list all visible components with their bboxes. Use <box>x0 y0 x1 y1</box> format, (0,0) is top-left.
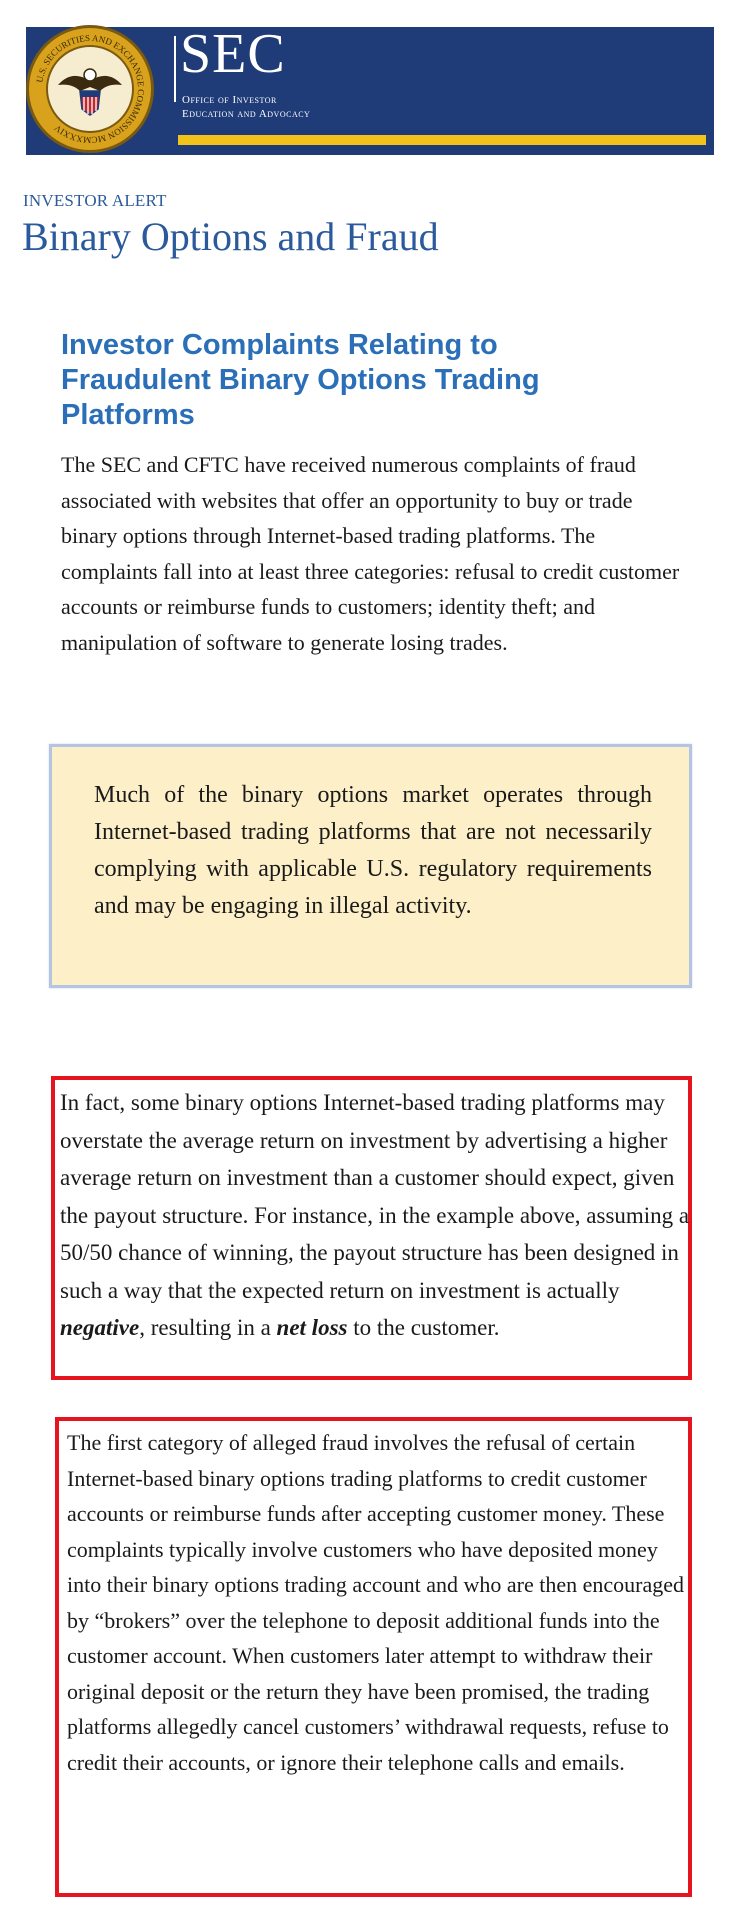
agency-name: SEC <box>180 23 286 85</box>
return-text-middle: , resulting in a <box>139 1315 277 1340</box>
emphasis-negative: negative <box>60 1315 140 1340</box>
return-paragraph <box>60 1084 700 1347</box>
return-text-start: In fact, some binary options Internet-based trading platforms may overstate the average return on investment by advertising a higher average return on investment than a customer should expect, given the payout structure. For instance, in the example above, assuming a 50/50 chance of winning, the payout structure has been designed in such a way that the expected return on investment is actually <box>60 1090 690 1303</box>
banner-divider <box>174 36 176 102</box>
callout-box <box>49 744 692 988</box>
refusal-paragraph: The first category of alleged fraud involves the refusal of certain Internet-based binary options trading platforms to credit customer accounts or reimburse funds after accepting customer money. These complaints typically involve customers who have deposited money into their binary options trading account and who are then encouraged by “brokers” over the telephone to deposit additional funds into the customer account. When customers later attempt to withdraw their original deposit or the return they have been promised, the trading platforms allegedly cancel customers’ withdrawal requests, refuse to credit their accounts, or ignore their telephone calls and emails. <box>67 1430 685 1775</box>
seal-center <box>46 45 134 133</box>
highlight-box-refusal <box>55 1417 692 1897</box>
emphasis-net-loss: net loss <box>276 1315 348 1340</box>
alert-label: INVESTOR ALERT <box>23 191 167 210</box>
highlight-box-return <box>51 1076 692 1380</box>
intro-paragraph: The SEC and CFTC have received numerous complaints of fraud associated with websites that offer an opportunity to buy or trade binary options through Internet-based trading platforms. The complaints fall into at least three categories: refusal to credit customer accounts or reimburse funds to customers; identity theft; and manipulation of software to generate losing trades. <box>61 452 680 655</box>
office-line-2: Education and Advocacy <box>182 108 311 120</box>
callout-text: Much of the binary options market operates through Internet-based trading platforms that are not necessarily complying with applicable U.S. regulatory requirements and may be engaging in illegal activity. <box>94 782 652 919</box>
banner-gold-stripe <box>178 135 706 145</box>
section-heading: Investor Complaints Relating to Fraudulent Binary Options Trading Platforms <box>61 329 540 431</box>
office-line-1: Office of Investor <box>182 94 277 106</box>
page-title: Binary Options and Fraud <box>22 214 439 259</box>
sec-seal-icon <box>26 25 154 153</box>
office-name <box>182 93 310 121</box>
seal-ring-text: U.S. SECURITIES AND EXCHANGE COMMISSION MCMXXXIV <box>34 32 147 146</box>
return-text-end: to the customer. <box>347 1315 500 1340</box>
eagle-icon <box>48 47 132 131</box>
